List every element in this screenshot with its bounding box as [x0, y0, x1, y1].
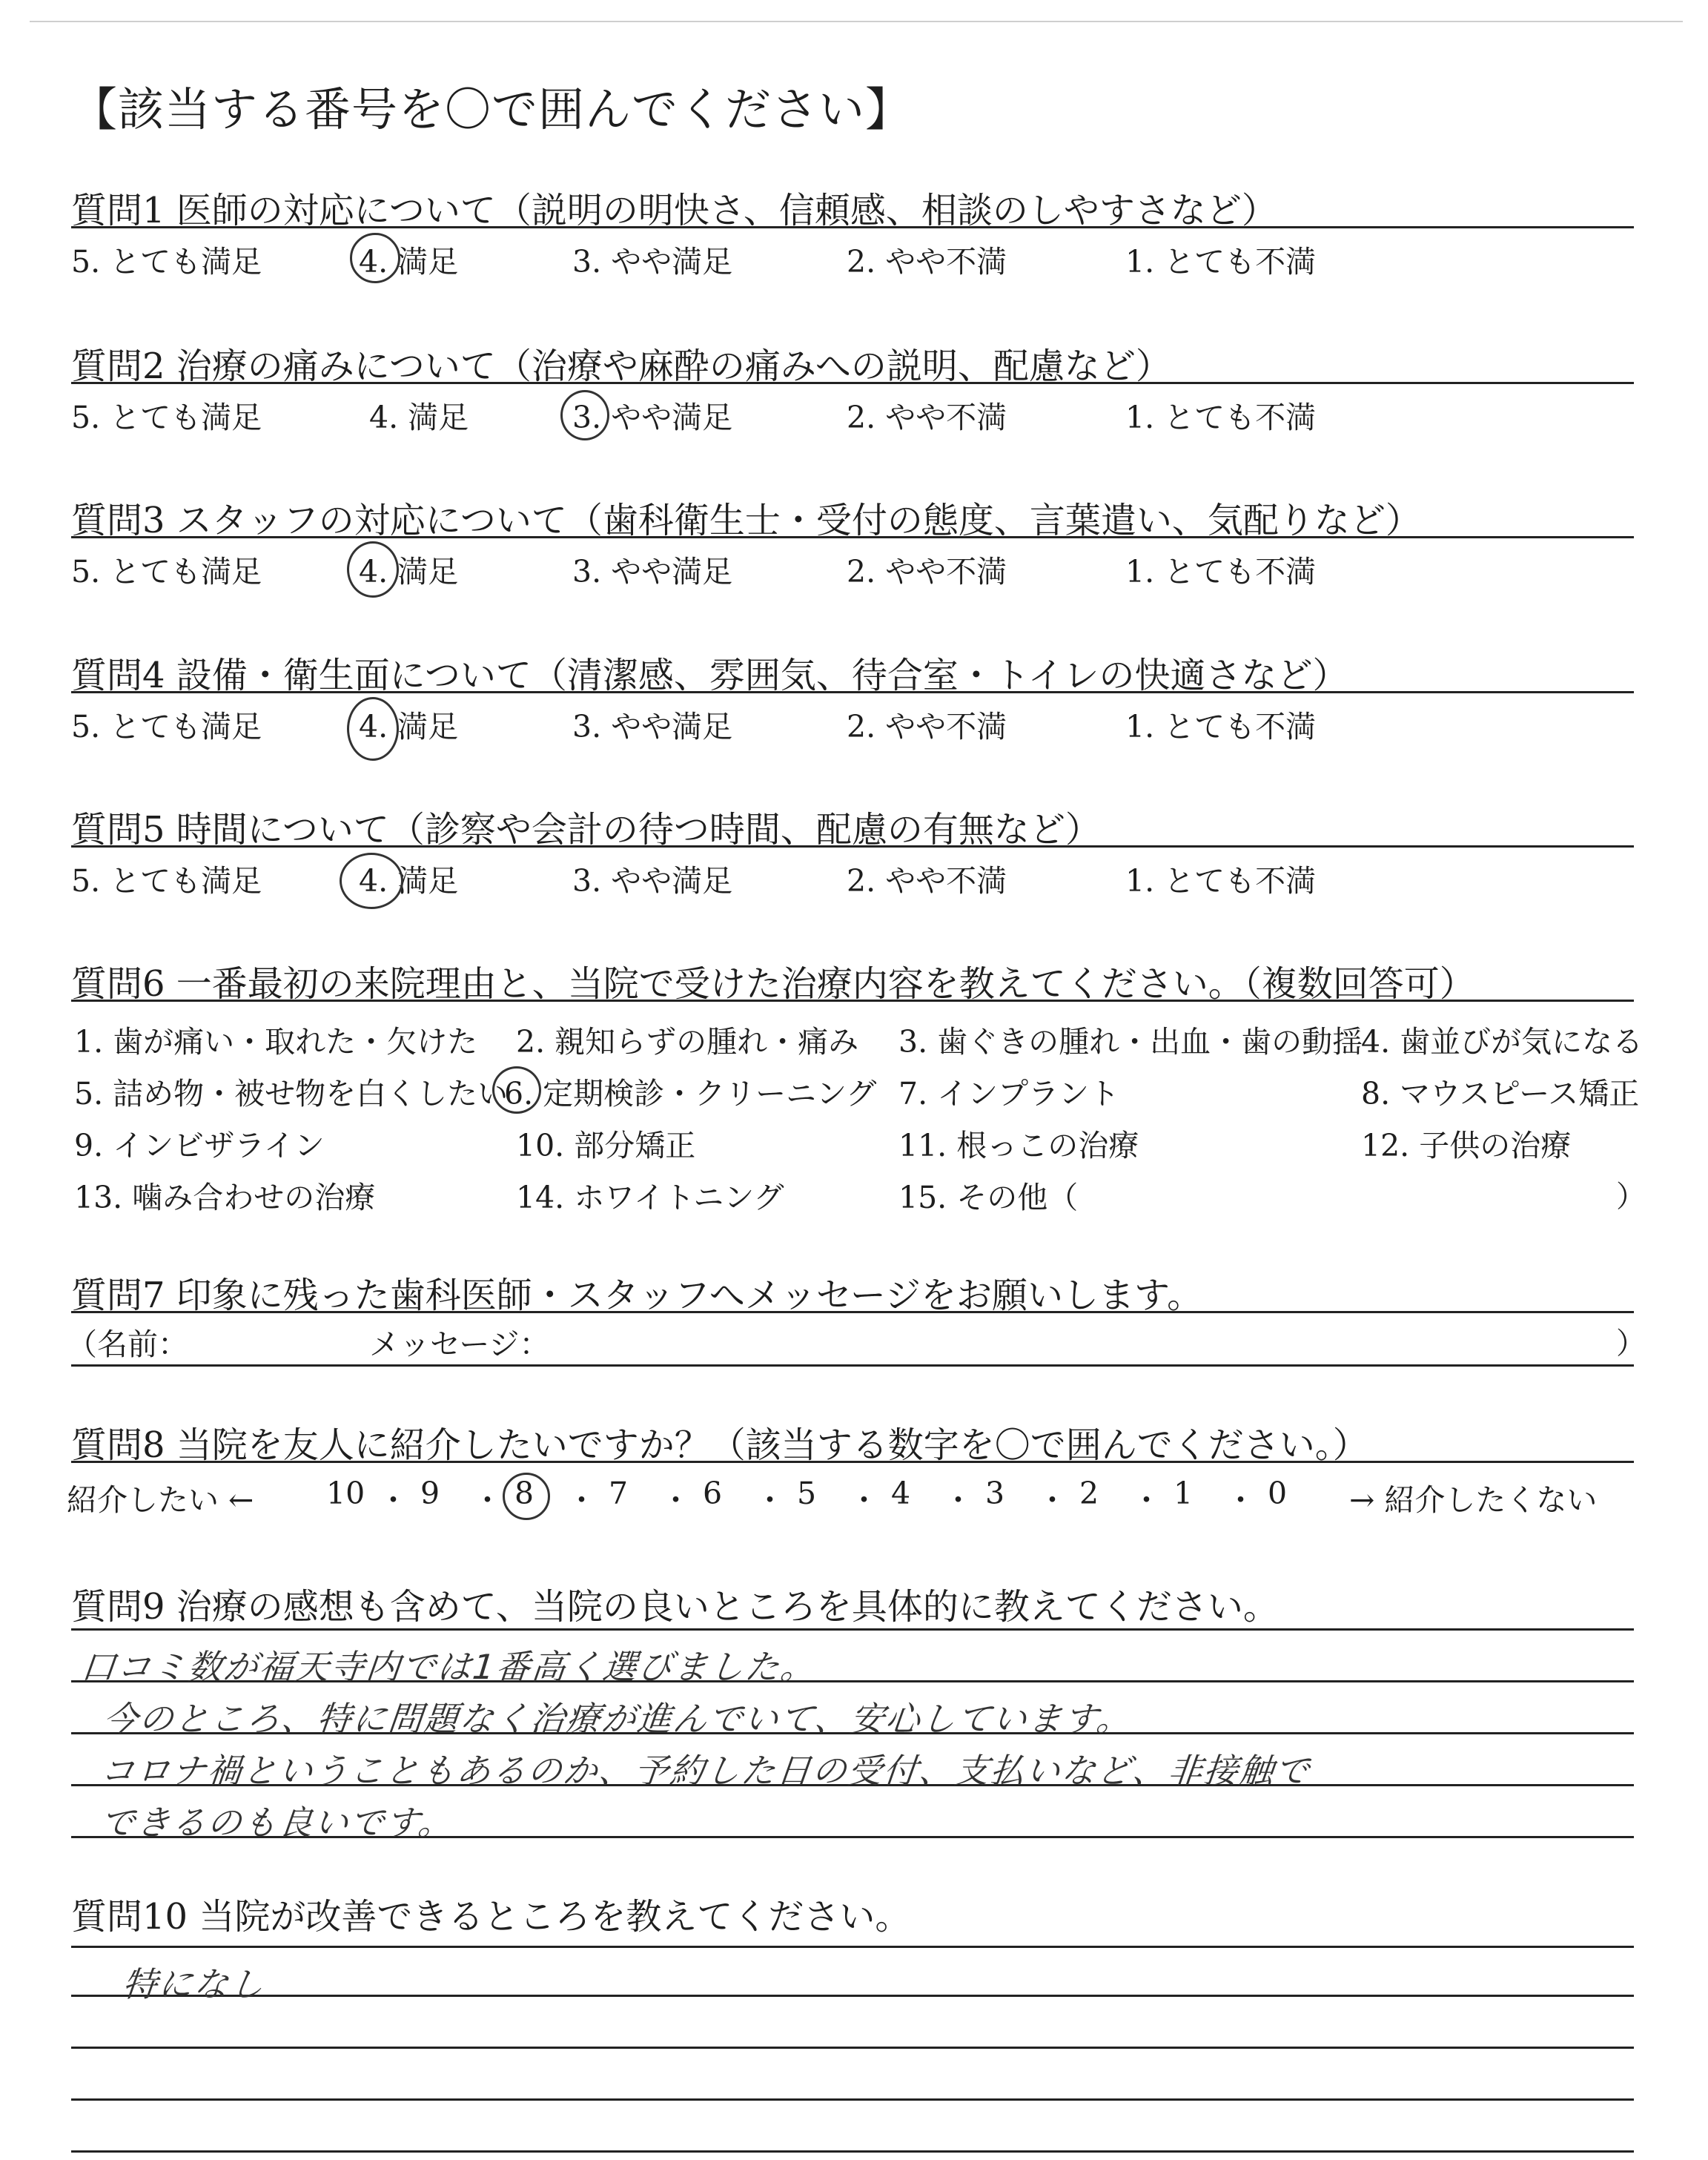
q6-option-7[interactable]: 7. インプラント	[898, 1076, 1120, 1112]
question-1-rule	[71, 226, 1634, 228]
q6-option-13[interactable]: 13. 噛み合わせの治療	[74, 1180, 376, 1215]
q7-message-label: メッセージ：	[369, 1327, 550, 1362]
q8-scale-8[interactable]: 8	[514, 1476, 534, 1511]
q4-option-4[interactable]: 4. 満足	[359, 709, 459, 744]
q5-selection-circle	[340, 853, 403, 909]
q2-selection-circle	[560, 390, 609, 440]
q1-option-5[interactable]: 5. とても満足	[71, 244, 262, 280]
q2-option-5[interactable]: 5. とても満足	[71, 400, 262, 435]
scan-top-edge	[30, 21, 1683, 22]
q4-option-2[interactable]: 2. やや不満	[847, 709, 1007, 744]
question-5-rule	[71, 845, 1634, 848]
q8-scale-1[interactable]: 1	[1174, 1476, 1194, 1511]
q5-option-4[interactable]: 4. 満足	[359, 863, 459, 899]
q8-scale-separator: ・	[566, 1482, 597, 1518]
q2-option-4[interactable]: 4. 満足	[369, 400, 469, 435]
q9-line-1	[71, 1628, 1634, 1631]
q6-option-4[interactable]: 4. 歯並びが気になる	[1361, 1024, 1644, 1060]
q6-option-5[interactable]: 5. 詰め物・被せ物を白くしたい	[74, 1076, 509, 1112]
q3-option-5[interactable]: 5. とても満足	[71, 554, 262, 589]
q8-scale-9[interactable]: 9	[420, 1476, 440, 1511]
q9-answer-line-4: できるのも良いです。	[98, 1803, 456, 1843]
q10-line-2	[71, 1995, 1634, 1997]
q4-selection-circle	[347, 697, 399, 761]
q8-selection-circle	[503, 1473, 550, 1520]
q1-option-2[interactable]: 2. やや不満	[847, 244, 1007, 280]
q8-scale-separator: ・	[943, 1482, 973, 1518]
question-4-title: 質問4 設備・衛生面について（清潔感、雰囲気、待合室・トイレの快適さなど）	[71, 655, 1348, 696]
q9-answer-line-1: 口コミ数が福天寺内では1番高く選びました。	[79, 1647, 818, 1687]
q10-line-5	[71, 2150, 1634, 2153]
q10-answer-line-1: 特になし	[120, 1964, 268, 2004]
q8-scale-6[interactable]: 6	[703, 1476, 723, 1511]
q8-scale-separator: ・	[755, 1482, 785, 1518]
question-7-rule	[71, 1311, 1634, 1313]
q6-option-8[interactable]: 8. マウスピース矯正	[1361, 1076, 1640, 1112]
q8-scale-7[interactable]: 7	[609, 1476, 629, 1511]
q1-option-1[interactable]: 1. とても不満	[1125, 244, 1317, 280]
q6-option-2[interactable]: 2. 親知らずの腫れ・痛み	[516, 1024, 859, 1060]
q6-option-14[interactable]: 14. ホワイトニング	[516, 1180, 784, 1215]
q7-answer-rule	[71, 1364, 1634, 1367]
question-6-rule	[71, 1000, 1634, 1002]
q8-scale-separator: ・	[1131, 1482, 1162, 1518]
q9-answer-line-3: コロナ禍ということもあるのか、予約した日の受付、支払いなど、非接触で	[98, 1751, 1313, 1791]
q6-option-15[interactable]: 15. その他（	[898, 1180, 1079, 1215]
q4-option-5[interactable]: 5. とても満足	[71, 709, 262, 744]
q8-left-label: 紹介したい ←	[67, 1482, 254, 1518]
q8-scale-separator: ・	[661, 1482, 691, 1518]
q8-scale-separator: ・	[472, 1482, 503, 1518]
q6-option-10[interactable]: 10. 部分矯正	[516, 1128, 696, 1163]
q1-option-3[interactable]: 3. やや満足	[572, 244, 733, 280]
q7-close-paren: ）	[1616, 1327, 1646, 1361]
q8-right-label: → 紹介したくない	[1349, 1482, 1598, 1518]
q5-option-2[interactable]: 2. やや不満	[847, 863, 1007, 899]
q2-option-1[interactable]: 1. とても不満	[1125, 400, 1317, 435]
question-5-title: 質問5 時間について（診察や会計の待つ時間、配慮の有無など）	[71, 809, 1101, 851]
question-3-title: 質問3 スタッフの対応について（歯科衛生士・受付の態度、言葉遣い、気配りなど）	[71, 500, 1421, 541]
q6-option-11[interactable]: 11. 根っこの治療	[898, 1128, 1139, 1163]
q8-scale-separator: ・	[1037, 1482, 1068, 1518]
q6-close-paren: ）	[1616, 1180, 1646, 1214]
q8-scale-0[interactable]: 0	[1268, 1476, 1288, 1511]
q3-option-2[interactable]: 2. やや不満	[847, 554, 1007, 589]
q9-answer-line-2: 今のところ、特に問題なく治療が進んでいて、安心しています。	[101, 1699, 1134, 1739]
question-6-title: 質問6 一番最初の来院理由と、当院で受けた治療内容を教えてください。（複数回答可）	[71, 963, 1475, 1005]
q6-option-3[interactable]: 3. 歯ぐきの腫れ・出血・歯の動揺	[898, 1024, 1363, 1060]
q1-option-4[interactable]: 4. 満足	[359, 244, 459, 280]
question-1-title: 質問1 医師の対応について（説明の明快さ、信頼感、相談のしやすさなど）	[71, 190, 1277, 231]
q8-scale-5[interactable]: 5	[797, 1476, 817, 1511]
q8-scale-4[interactable]: 4	[891, 1476, 911, 1511]
q7-name-label: （名前：	[67, 1327, 188, 1362]
q5-option-5[interactable]: 5. とても満足	[71, 863, 262, 899]
question-8-title: 質問8 当院を友人に紹介したいですか？（該当する数字を〇で囲んでください。）	[71, 1424, 1368, 1466]
q3-option-4[interactable]: 4. 満足	[359, 554, 459, 589]
q1-selection-circle	[350, 233, 400, 283]
question-8-rule	[71, 1461, 1634, 1463]
question-2-rule	[71, 382, 1634, 384]
q6-option-9[interactable]: 9. インビザライン	[74, 1128, 325, 1163]
q6-option-6[interactable]: 6. 定期検診・クリーニング	[504, 1076, 877, 1112]
q10-line-1	[71, 1946, 1634, 1948]
q4-option-3[interactable]: 3. やや満足	[572, 709, 733, 744]
q6-selection-circle	[492, 1066, 541, 1114]
q10-line-4	[71, 2098, 1634, 2101]
question-10-title: 質問10 当院が改善できるところを教えてください。	[71, 1896, 911, 1938]
q8-scale-10[interactable]: 10	[326, 1476, 365, 1511]
q10-line-3	[71, 2047, 1634, 2049]
q8-scale-separator: ・	[1225, 1482, 1256, 1518]
q6-option-12[interactable]: 12. 子供の治療	[1361, 1128, 1572, 1163]
q2-option-3[interactable]: 3. やや満足	[572, 400, 733, 435]
q2-option-2[interactable]: 2. やや不満	[847, 400, 1007, 435]
q8-scale-2[interactable]: 2	[1079, 1476, 1099, 1511]
q3-option-3[interactable]: 3. やや満足	[572, 554, 733, 589]
q3-selection-circle	[347, 541, 399, 598]
question-4-rule	[71, 691, 1634, 693]
q5-option-1[interactable]: 1. とても不満	[1125, 863, 1317, 899]
question-3-rule	[71, 536, 1634, 538]
q8-scale-separator: ・	[849, 1482, 879, 1518]
q3-option-1[interactable]: 1. とても不満	[1125, 554, 1317, 589]
form-header: 【該当する番号を〇で囲んでください】	[71, 82, 913, 136]
q5-option-3[interactable]: 3. やや満足	[572, 863, 733, 899]
question-9-title: 質問9 治療の感想も含めて、当院の良いところを具体的に教えてください。	[71, 1586, 1279, 1628]
q6-option-1[interactable]: 1. 歯が痛い・取れた・欠けた	[74, 1024, 478, 1060]
question-7-title: 質問7 印象に残った歯科医師・スタッフへメッセージをお願いします。	[71, 1275, 1203, 1316]
q8-scale-3[interactable]: 3	[985, 1476, 1005, 1511]
q4-option-1[interactable]: 1. とても不満	[1125, 709, 1317, 744]
q8-scale-separator: ・	[378, 1482, 408, 1518]
question-2-title: 質問2 治療の痛みについて（治療や麻酔の痛みへの説明、配慮など）	[71, 346, 1171, 387]
